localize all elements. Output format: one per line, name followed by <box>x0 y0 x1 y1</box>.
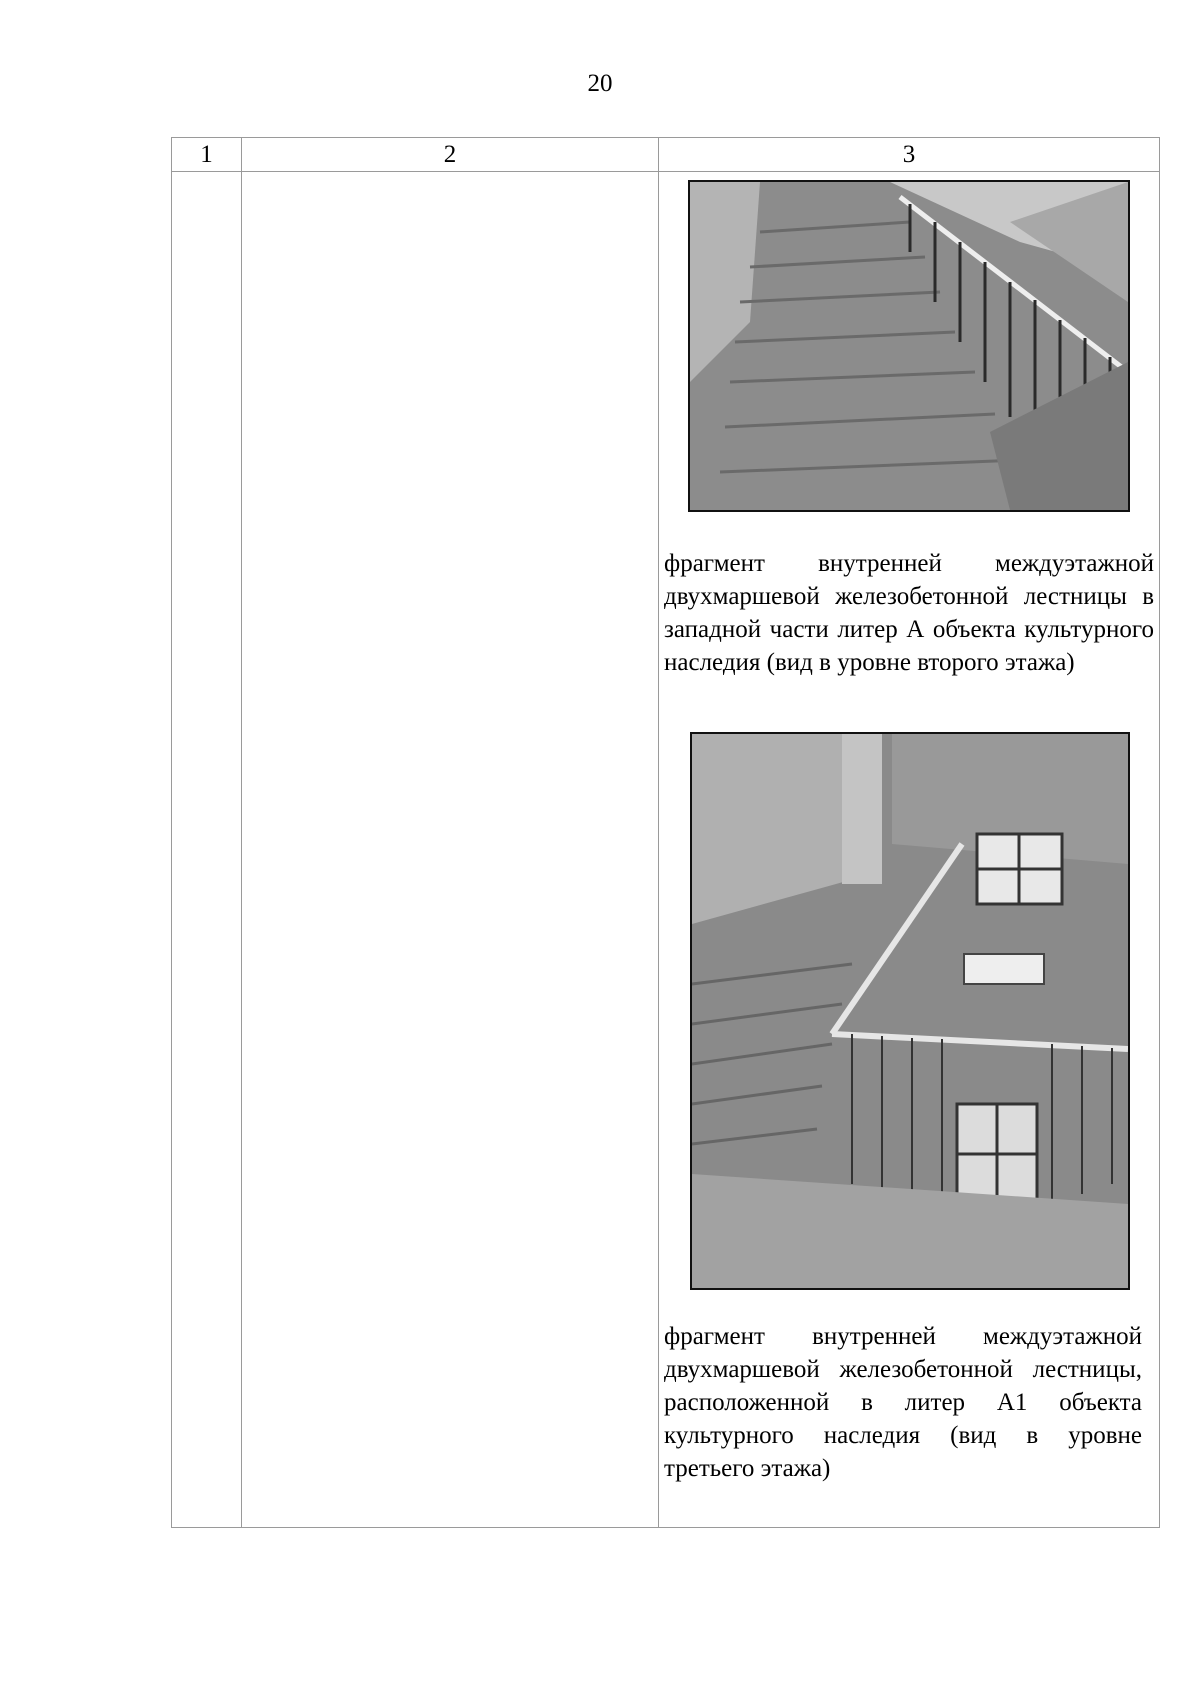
table-header-row <box>172 138 1160 172</box>
page-number: 20 <box>587 70 613 97</box>
table-cell-col1 <box>172 172 242 1528</box>
column-header-2: 2 <box>242 138 659 172</box>
photo-caption-1: фрагмент внутренней междуэтажной двухмаршевой железобетонной лестницы в западной части литер А объекта культурного наследия (вид в уровне второго этажа) <box>664 550 1154 676</box>
table-cell-col3 <box>659 172 1160 1528</box>
document-table <box>171 137 1160 1528</box>
photo-caption-2: фрагмент внутренней междуэтажной двухмаршевой железобетонной лестницы, расположенной в литер А1 объекта культурного наследия (вид в уровне третьего этажа) <box>664 1323 1142 1482</box>
column-header-1: 1 <box>172 138 242 172</box>
staircase-photo <box>688 180 1130 512</box>
table-cell-col2 <box>242 172 659 1528</box>
column-header-3: 3 <box>659 138 1160 172</box>
table-row <box>172 172 1160 1528</box>
stairwell-photo <box>690 732 1130 1290</box>
